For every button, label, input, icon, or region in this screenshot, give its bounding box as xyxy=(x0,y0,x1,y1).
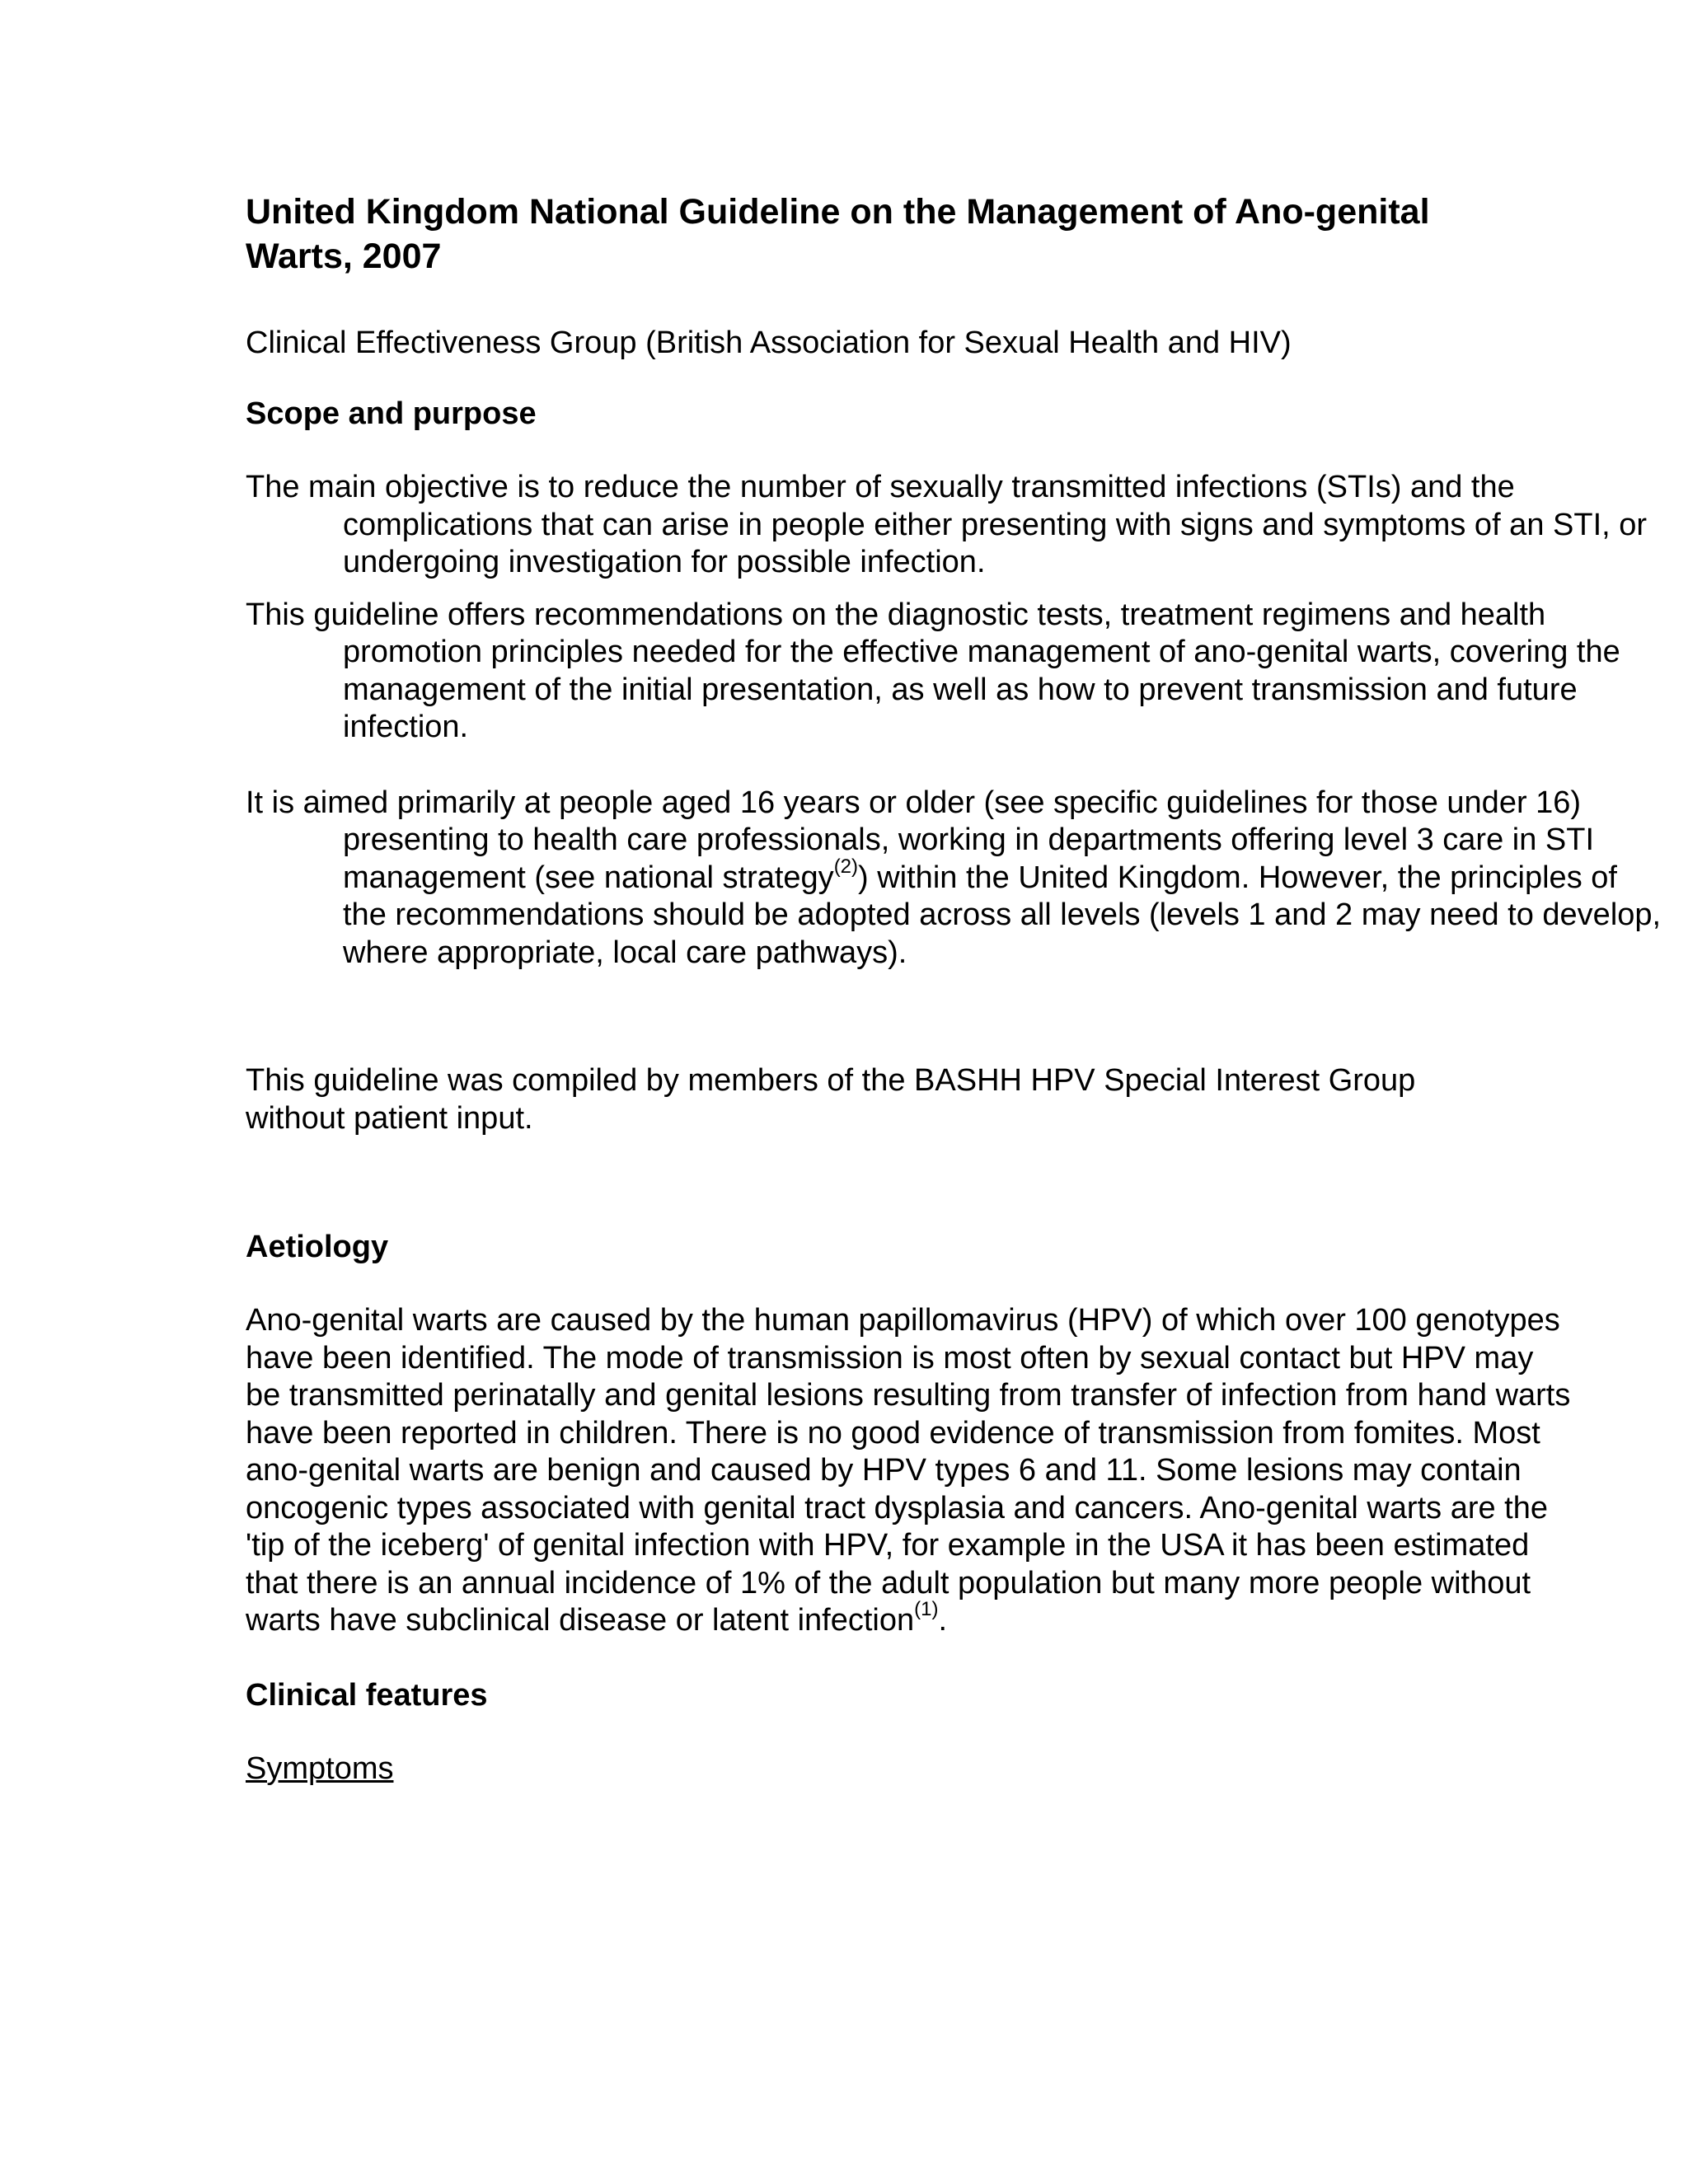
clinical-features-heading: Clinical features xyxy=(246,1677,488,1713)
scope-heading: Scope and purpose xyxy=(246,396,537,431)
aetiology-text-a: Ano-genital warts are caused by the human papillomavirus (HPV) of which over 100 genotypes have been identified. The mode of transmission is most often by sexual contact but HPV may be transmitted perinatally and genital lesions resulting from transfer of infection from hand warts have been reported in children. There is no good evidence of transmission from fomites. Most ano-genital warts are benign and caused by HPV types 6 and 11. Some lesions may contain oncogenic types associated with genital tract dysplasia and cancers. Ano-genital warts are the 'tip of the iceberg' of genital infection with HPV, for example in the USA it has been estimated that there is an annual incidence of 1% of the adult population but many more people without warts have subclinical disease or latent infection xyxy=(246,1303,1571,1638)
scope-paragraph-3-text-a: It is aimed primarily at people aged 16 years or older (see specific guidelines for those under 16) presenting to health care professionals, working in departments offering level 3 care in STI management (see national strategy xyxy=(246,785,1595,895)
symptoms-subheading: Symptoms xyxy=(246,1750,394,1786)
document-title: United Kingdom National Guideline on the Management of Ano-genital Warts, 2007 xyxy=(246,192,1430,276)
scope-paragraph-1: The main objective is to reduce the number of sexually transmitted infections (STIs) and the complications that can arise in people either presenting with signs and symptoms of an STI, or undergoing investigation for possible infection. xyxy=(246,470,1648,579)
aetiology-paragraph xyxy=(246,1302,1573,1640)
reference-1: (1) xyxy=(914,1598,939,1621)
scope-paragraph-4: This guideline was compiled by members of the BASHH HPV Special Interest Group without patient input. xyxy=(246,1063,1416,1136)
aetiology-heading: Aetiology xyxy=(246,1230,389,1264)
document-subtitle: Clinical Effectiveness Group (British Association for Sexual Health and HIV) xyxy=(246,326,1292,360)
reference-2: (2) xyxy=(833,855,859,878)
scope-paragraph-3 xyxy=(246,785,1662,972)
aetiology-text-b: . xyxy=(938,1603,948,1638)
document-page xyxy=(246,190,1662,1788)
scope-paragraph-3-text-b: ) within the United Kingdom. However, the principles of the recommendations should be adopted across all levels (levels 1 and 2 may need to develop, where appropriate, local care pathways). xyxy=(343,860,1662,970)
scope-paragraph-2: This guideline offers recommendations on the diagnostic tests, treatment regimens and health promotion principles needed for the effective management of ano-genital warts, covering the management of the initial presentation, as well as how to prevent transmission and future infection. xyxy=(246,597,1620,744)
